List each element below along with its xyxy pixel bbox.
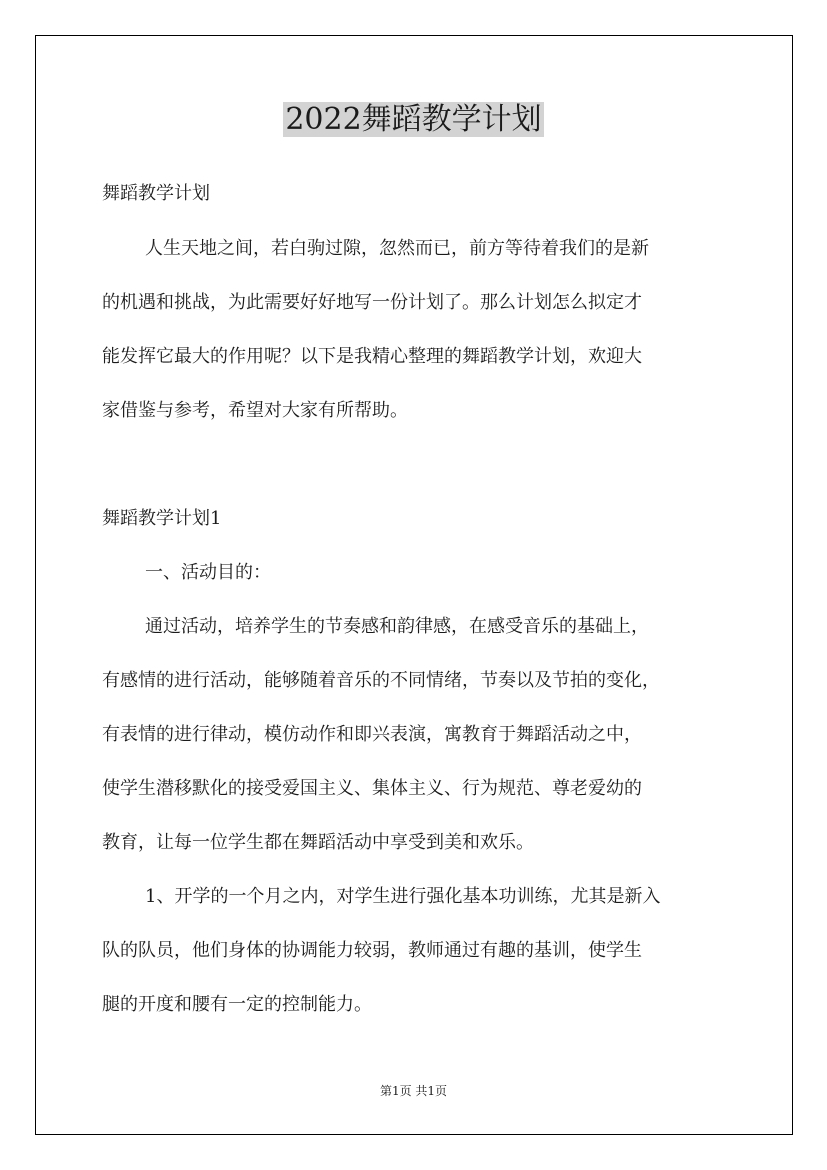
goal-line-3: 有表情的进行律动，模仿动作和即兴表演，寓教育于舞蹈活动之中， xyxy=(102,724,642,745)
page-number: 第1页 共1页 xyxy=(379,1084,448,1098)
item1-line-2: 队的队员，他们身体的协调能力较弱，教师通过有趣的基训，使学生 xyxy=(102,940,642,961)
intro-line-2: 的机遇和挑战，为此需要好好地写一份计划了。那么计划怎么拟定才 xyxy=(102,292,642,313)
section-heading: 舞蹈教学计划1 xyxy=(102,508,222,529)
item1-line-1: 1、开学的一个月之内，对学生进行强化基本功训练，尤其是新入 xyxy=(145,886,661,907)
intro-line-1: 人生天地之间，若白驹过隙，忽然而已，前方等待着我们的是新 xyxy=(145,238,649,259)
intro-line-4: 家借鉴与参考，希望对大家有所帮助。 xyxy=(102,400,408,421)
goal-line-2: 有感情的进行活动，能够随着音乐的不同情绪，节奏以及节拍的变化， xyxy=(102,670,660,691)
document-title: 2022舞蹈教学计划 xyxy=(285,102,542,137)
goal-line-1: 通过活动，培养学生的节奏感和韵律感，在感受音乐的基础上， xyxy=(145,616,649,637)
goal-line-4: 使学生潜移默化的接受爱国主义、集体主义、行为规范、尊老爱幼的 xyxy=(102,778,642,799)
item1-line-3: 腿的开度和腰有一定的控制能力。 xyxy=(102,994,372,1015)
document-subtitle: 舞蹈教学计划 xyxy=(102,183,210,204)
goal-heading: 一、活动目的： xyxy=(145,562,271,583)
intro-line-3: 能发挥它最大的作用呢？以下是我精心整理的舞蹈教学计划，欢迎大 xyxy=(102,346,642,367)
goal-line-5: 教育，让每一位学生都在舞蹈活动中享受到美和欢乐。 xyxy=(102,832,534,853)
